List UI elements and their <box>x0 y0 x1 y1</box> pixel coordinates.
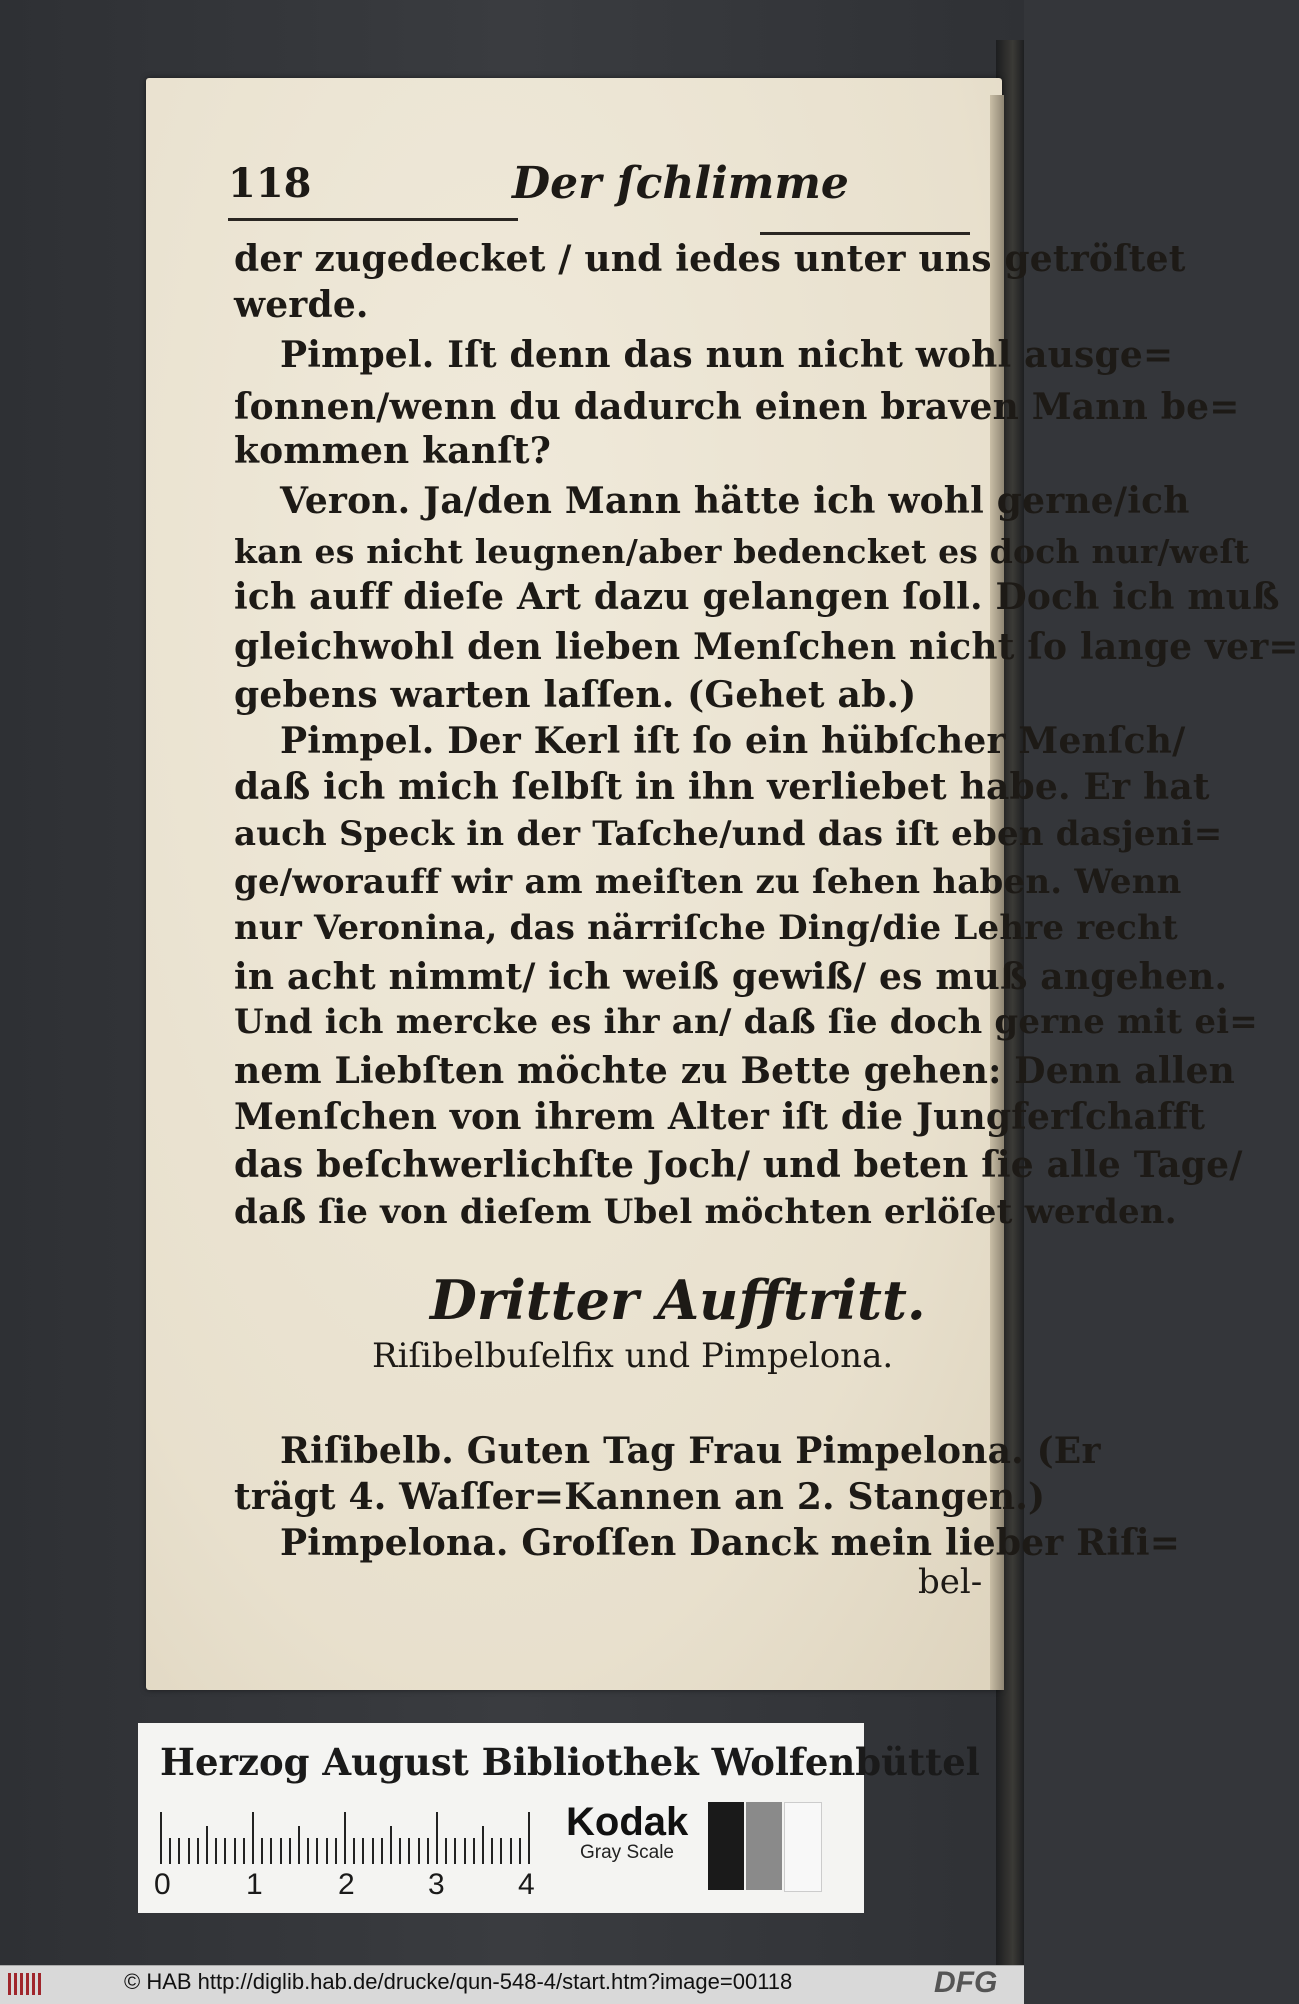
scene-heading: Dritter Aufftritt. <box>430 1268 926 1332</box>
ruler-tick <box>215 1838 217 1864</box>
text-line: kommen kanſt? <box>234 430 552 472</box>
ruler-tick <box>197 1838 199 1864</box>
ruler-tick <box>519 1838 521 1864</box>
scale-number: 4 <box>518 1868 535 1901</box>
speech-line: Veron. Ja/den Mann hätte ich wohl gerne/ich <box>280 480 1190 522</box>
header-rule <box>760 232 970 235</box>
text-line: ſonnen/wenn du dadurch einen braven Mann be= <box>234 386 1240 428</box>
ruler-tick <box>326 1838 328 1864</box>
ruler-tick <box>491 1838 493 1864</box>
ruler-tick <box>270 1838 272 1864</box>
ruler-tick <box>335 1838 337 1864</box>
scale-number: 3 <box>428 1868 445 1901</box>
gray-patch-mid <box>746 1802 782 1890</box>
gray-patch-white <box>784 1802 822 1892</box>
scale-ruler <box>160 1808 550 1864</box>
ruler-tick <box>362 1838 364 1864</box>
ruler-tick <box>243 1838 245 1864</box>
ruler-tick <box>280 1838 282 1864</box>
scale-number: 0 <box>154 1868 171 1901</box>
ruler-tick <box>234 1838 236 1864</box>
ruler-tick <box>372 1838 374 1864</box>
ruler-tick <box>482 1826 484 1864</box>
ruler-tick <box>510 1838 512 1864</box>
ruler-tick <box>436 1812 438 1864</box>
ruler-tick <box>418 1838 420 1864</box>
text-line: kan es nicht leugnen/aber bedencket es doch nur/weſt <box>234 532 1250 571</box>
ruler-tick <box>188 1838 190 1864</box>
ruler-tick <box>464 1838 466 1864</box>
text-line: der zugedecket / und iedes unter uns getröſtet <box>234 238 1186 280</box>
gray-patch-black <box>708 1802 744 1890</box>
text-line: das beſchwerlichſte Joch/ und beten ſie alle Tage/ <box>234 1144 1243 1186</box>
ruler-tick <box>390 1826 392 1864</box>
ruler-tick <box>298 1826 300 1864</box>
dfg-logo: DFG <box>934 1966 998 1999</box>
ruler-tick <box>160 1812 162 1864</box>
text-line: gebens warten laſſen. (Gehet ab.) <box>234 674 917 716</box>
page-number: 118 <box>228 160 312 207</box>
running-title: Der ſchlimme <box>512 158 849 209</box>
text-line: nur Veronina, das närriſche Ding/die Lehre recht <box>234 908 1178 948</box>
text-line: daß ſie von dieſem Ubel möchten erlöſet werden. <box>234 1192 1177 1232</box>
library-name: Herzog August Bibliothek Wolfenbüttel <box>160 1740 980 1784</box>
ruler-tick <box>307 1838 309 1864</box>
text-line: in acht nimmt/ ich weiß gewiß/ es muß angehen. <box>234 956 1228 998</box>
text-line: trägt 4. Waſſer=Kannen an 2. Stangen.) <box>234 1476 1046 1518</box>
speech-line: Pimpel. Der Kerl iſt ſo ein hübſcher Menſch/ <box>280 720 1186 762</box>
text-line: ich auff dieſe Art dazu gelangen ſoll. Doch ich muß <box>234 576 1280 618</box>
catchword: bel- <box>918 1562 983 1602</box>
speech-line: Riſibelb. Guten Tag Frau Pimpelona. (Er <box>280 1430 1101 1472</box>
ruler-tick <box>500 1838 502 1864</box>
ruler-tick <box>445 1838 447 1864</box>
scale-number: 1 <box>246 1868 263 1901</box>
ruler-tick <box>224 1838 226 1864</box>
copyright-link[interactable]: © HAB http://diglib.hab.de/drucke/qun-548-4/start.htm?image=00118 <box>124 1969 793 1994</box>
text-line: auch Speck in der Taſche/und das iſt eben dasjeni= <box>234 814 1223 854</box>
ruler-tick <box>454 1838 456 1864</box>
header-rule <box>228 218 518 221</box>
hab-logo-icon <box>6 1969 42 1999</box>
kodak-logo: Kodak <box>566 1800 689 1844</box>
text-line: gleichwohl den lieben Menſchen nicht ſo lange ver= <box>234 626 1299 668</box>
ruler-tick <box>408 1838 410 1864</box>
text-line: ge/worauff wir am meiſten zu ſehen haben. Wenn <box>234 862 1182 902</box>
text-line: nem Liebſten möchte zu Bette gehen: Denn allen <box>234 1050 1236 1092</box>
ruler-tick <box>178 1838 180 1864</box>
text-line: Und ich mercke es ihr an/ daß ſie doch gerne mit ei= <box>234 1002 1258 1042</box>
ruler-tick <box>206 1826 208 1864</box>
ruler-tick <box>261 1838 263 1864</box>
text-line: Menſchen von ihrem Alter iſt die Jungferſchafft <box>234 1096 1206 1138</box>
scene-persons: Riſibelbuſelfix und Pimpelona. <box>372 1336 894 1376</box>
ruler-tick <box>169 1838 171 1864</box>
ruler-tick <box>473 1838 475 1864</box>
text-line: daß ich mich ſelbſt in ihn verliebet habe. Er hat <box>234 766 1210 808</box>
ruler-tick <box>353 1838 355 1864</box>
speech-line: Pimpelona. Groſſen Danck mein lieber Riſi= <box>280 1522 1181 1564</box>
ruler-tick <box>381 1838 383 1864</box>
gray-scale-label: Gray Scale <box>580 1842 674 1863</box>
ruler-tick <box>427 1838 429 1864</box>
speech-line: Pimpel. Iſt denn das nun nicht wohl ausge= <box>280 334 1174 376</box>
text-line: werde. <box>234 284 369 326</box>
scale-number: 2 <box>338 1868 355 1901</box>
ruler-tick <box>289 1838 291 1864</box>
ruler-tick <box>528 1812 530 1864</box>
ruler-tick <box>399 1838 401 1864</box>
ruler-tick <box>344 1812 346 1864</box>
ruler-tick <box>316 1838 318 1864</box>
ruler-tick <box>252 1812 254 1864</box>
